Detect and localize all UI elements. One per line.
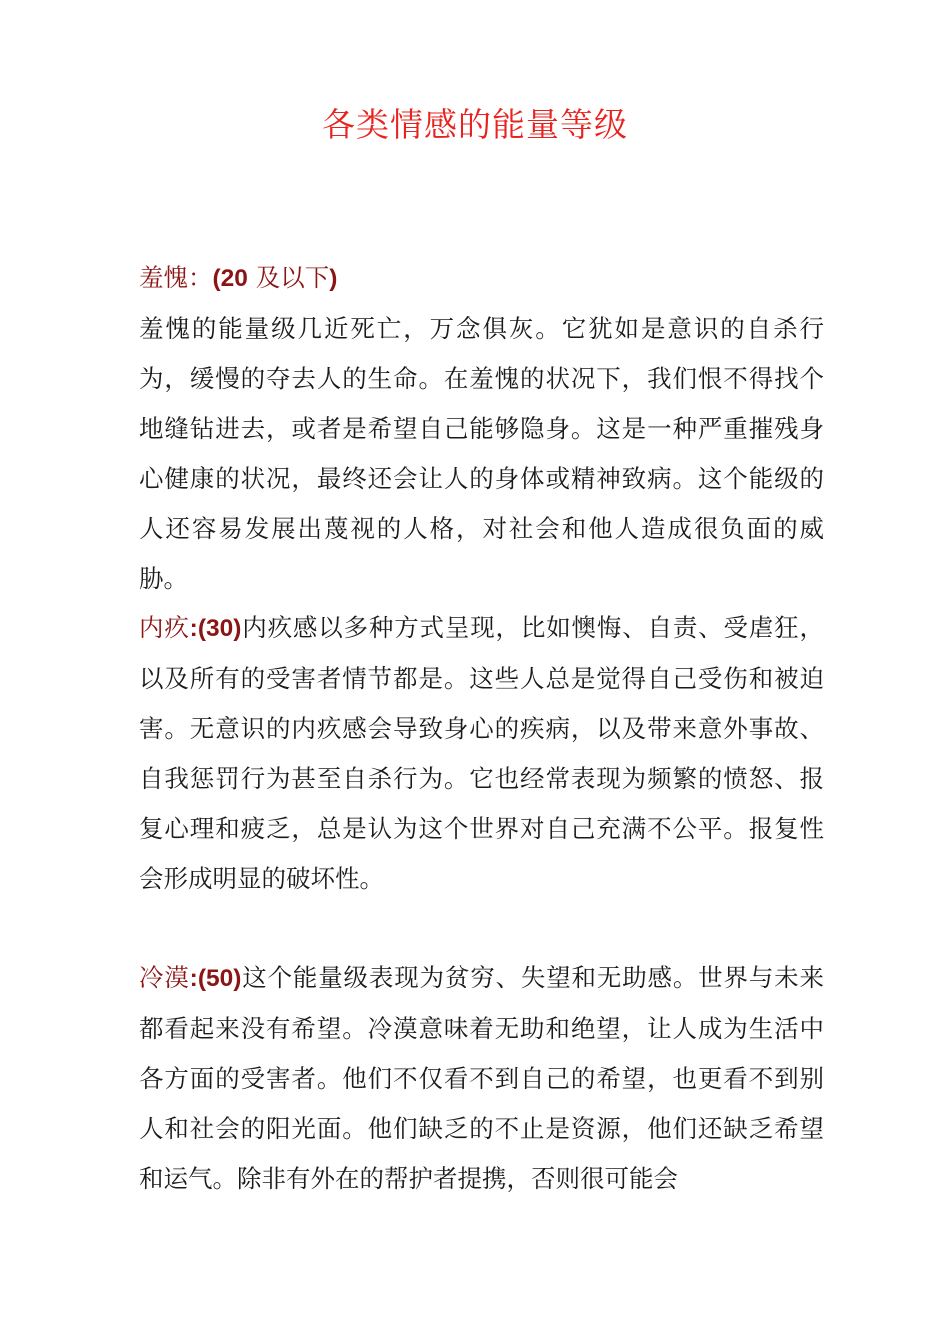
- section-term: 羞愧：: [139, 263, 213, 292]
- document-title: 各类情感的能量等级: [322, 105, 628, 144]
- section-paragraph: [139, 603, 824, 904]
- section-score: :(30): [189, 615, 242, 642]
- section-guilt: [139, 603, 824, 904]
- section-apathy: [139, 953, 824, 1204]
- section-paragraph: 羞愧的能量级几近死亡，万念俱灰。它犹如是意识的自杀行为，缓慢的夺去人的生命。在羞愧的状况下，我们恨不得找个地缝钻进去，或者是希望自己能够隐身。这是一种严重摧残身心健康的状况，最终还会让人的身体或精神致病。这个能级的人还容易发展出蔑视的人格，对社会和他人造成很负面的威胁。: [139, 314, 824, 593]
- section-paragraph: [139, 953, 824, 1204]
- section-heading: [139, 253, 824, 304]
- section-score-suffix: 及以下: [247, 263, 330, 292]
- section-text: 这个能量级表现为贫穷、失望和无助感。世界与未来都看起来没有希望。冷漠意味着无助和绝望，让人成为生活中各方面的受害者。他们不仅看不到自己的希望，也更看不到别人和社会的阳光面。他们缺乏的不止是资源，他们还缺乏希望和运气。除非有外在的帮护者提携，否则很可能会: [139, 963, 825, 1193]
- section-score: :(50): [189, 965, 242, 992]
- section-term: 内疚: [139, 613, 190, 642]
- section-score-close: ): [329, 265, 338, 292]
- section-shame: [139, 253, 824, 604]
- section-term: 冷漠: [139, 963, 190, 992]
- section-text: 内疚感以多种方式呈现，比如懊悔、自责、受虐狂，以及所有的受害者情节都是。这些人总是觉得自己受伤和被迫害。无意识的内疚感会导致身心的疾病，以及带来意外事故、自我惩罚行为甚至自杀行为。它也经常表现为频繁的愤怒、报复心理和疲乏，总是认为这个世界对自己充满不公平。报复性会形成明显的破坏性。: [139, 613, 825, 893]
- section-score: (20: [212, 265, 248, 292]
